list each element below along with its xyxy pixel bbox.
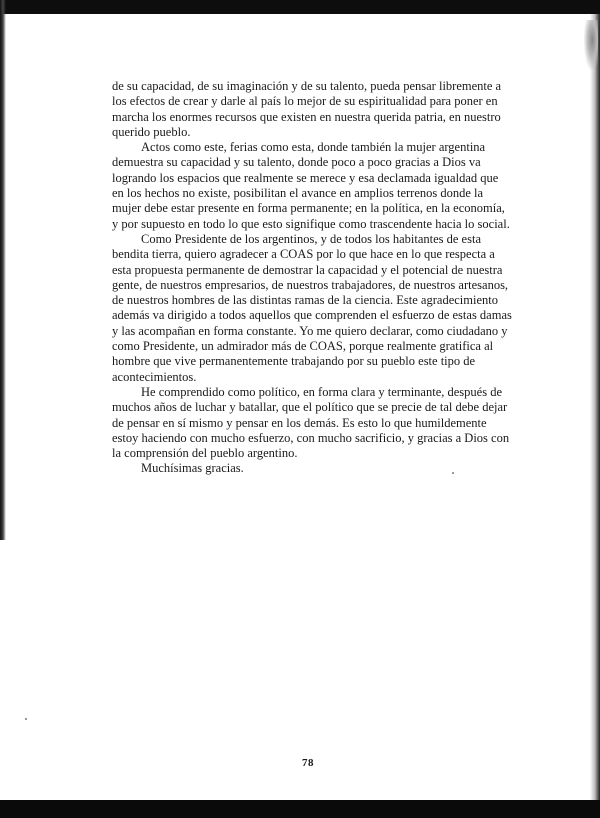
scan-speck (25, 718, 27, 720)
document-body (112, 79, 512, 477)
scan-border-left (0, 0, 6, 540)
scan-smudge (584, 20, 598, 70)
scan-border-right (590, 14, 600, 804)
scan-border-bottom (0, 800, 600, 818)
paragraph: He comprendido como político, en forma clara y terminante, después de muchos años de luchar y batallar, que el político que se precie de tal debe dejar de pensar en sí mismo y pensar en los demás. Es esto lo que humildemente estoy haciendo con mucho esfuerzo, con mucho sacrificio, y gracias a Dios con la comprensión del pueblo argentino. (112, 384, 510, 461)
paragraph: Como Presidente de los argentinos, y de todos los habitantes de esta bendita tierra, quiero agradecer a COAS por lo que hace en lo que respecta a esta propuesta permanente de demostrar la capacidad y el potencial de nuestra gente, de nuestros empresarios, de nuestros trabajadores, de nuestros artesanos, de nuestros hombres de las distintas ramas de la ciencia. Este agradecimiento además va dirigido a todos aquellos que comprenden el esfuerzo de estas damas y las acompañan en forma constante. Yo me quiero declarar, como ciudadano y como Presidente, un admirador más de COAS, porque realmente gratifica al hombre que vive permanentemente trabajando por su pueblo este tipo de acontecimientos. (112, 231, 512, 384)
paragraph: Actos como este, ferias como esta, donde también la mujer argentina demuestra su capacidad y su talento, donde poco a poco gracias a Dios va logrando los espacios que realmente se merece y esa declamada igualdad que en los hechos no existe, posibilitan el avance en amplios terrenos donde la mujer debe estar presente en forma permanente; en la política, en la economía, y por supuesto en todo lo que esto signifique como trascendente hacia lo social. (112, 140, 510, 231)
paragraph: Muchísimas gracias. (141, 461, 244, 476)
scan-border-top (0, 0, 600, 14)
page-number: 78 (302, 757, 314, 769)
paragraph: de su capacidad, de su imaginación y de su talento, pueda pensar libremente a los efectos de crear y darle al país lo mejor de su espiritualidad para poner en marcha los enormes recursos que existen en nuestra querida patria, en nuestro querido pueblo. (112, 79, 502, 139)
